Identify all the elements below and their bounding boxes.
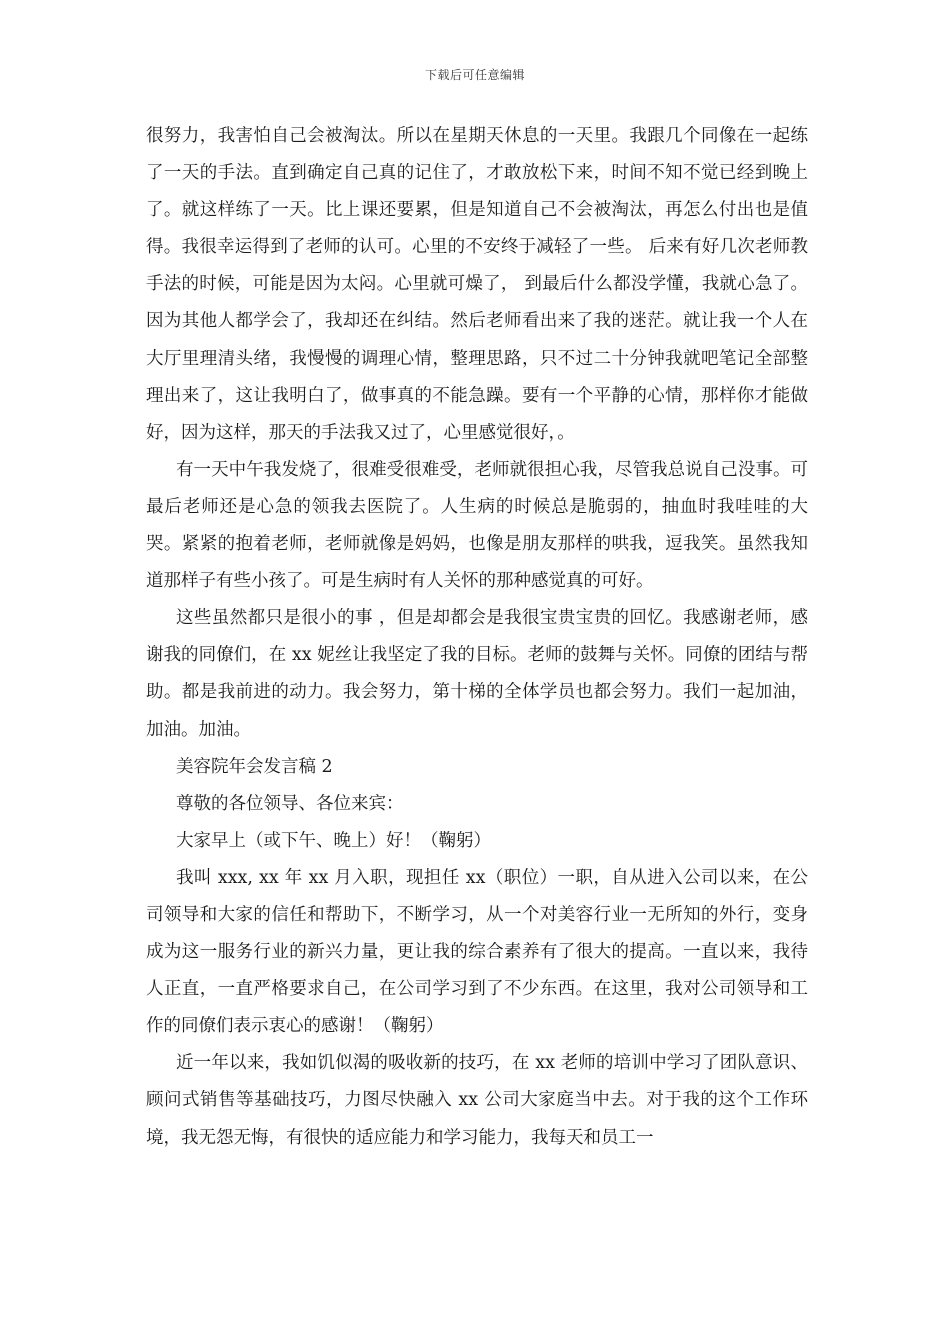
paragraph-5: 近一年以来，我如饥似渴的吸收新的技巧，在 xx 老师的培训中学习了团队意识、顾问式销售等基础技巧，力图尽快融入 xx 公司大家庭当中去。对于我的这个工作环境，我无怨无悔，有很快的适应能力和学习能力，我每天和员工一 [146,1053,808,1148]
paragraph-1: 很努力，我害怕自己会被淘汰。所以在星期天休息的一天里。我跟几个同像在一起练了一天的手法。直到确定自己真的记住了，才敢放松下来，时间不知不觉已经到晚上了。就这样练了一天。比上课还要累，但是知道自己不会被淘汰，再怎么付出也是值得。我很幸运得到了老师的认可。心里的不安终于减轻了一些。 后来有好几次老师教手法的时候，可能是因为太闷。心里就可燥了， 到最后什么都没学懂，我就心急了。因为其他人都学会了，我却还在纠结。然后老师看出来了我的迷茫。就让我一个人在大厅里理清头绪，我慢慢的调理心情，整理思路，只不过二十分钟我就吧笔记全部整理出来了，这让我明白了，做事真的不能急躁。要有一个平静的心情，那样你才能做好，因为这样，那天的手法我又过了，心里感觉很好，。 [146,126,808,443]
greeting: 大家早上（或下午、晚上）好！（鞠躬） [176,830,491,851]
section-title: 美容院年会发言稿 2 [176,756,333,777]
paragraph-3: 这些虽然都只是很小的事 ，但是却都会是我很宝贵宝贵的回忆。我感谢老师，感谢我的同僚们，在 xx 妮丝让我坚定了我的目标。老师的鼓舞与关怀。同僚的团结与帮助。都是我前进的动力。我会努力，第十梯的全体学员也都会努力。我们一起加油，加油。加油。 [146,608,808,740]
paragraph-4: 我叫 xxx, xx 年 xx 月入职，现担任 xx（职位）一职，自从进入公司以来，在公司领导和大家的信任和帮助下，不断学习，从一个对美容行业一无所知的外行，变身成为这一服务行业的新兴力量，更让我的综合素养有了很大的提高。一直以来，我待人正直，一直严格要求自己，在公司学习到了不少东西。在这里，我对公司领导和工作的同僚们表示衷心的感谢！（鞠躬） [146,867,808,1037]
page-header: 下载后可任意编辑 [424,68,525,82]
salutation: 尊敬的各位领导、各位来宾： [176,793,404,814]
document-body [146,118,808,1157]
paragraph-2: 有一天中午我发烧了，很难受很难受，老师就很担心我，尽管我总说自己没事。可最后老师还是心急的领我去医院了。人生病的时候总是脆弱的，抽血时我哇哇的大哭。紧紧的抱着老师，老师就像是妈妈，也像是朋友那样的哄我，逗我笑。虽然我知道那样子有些小孩了。可是生病时有人关怀的那种感觉真的可好。 [146,459,808,592]
